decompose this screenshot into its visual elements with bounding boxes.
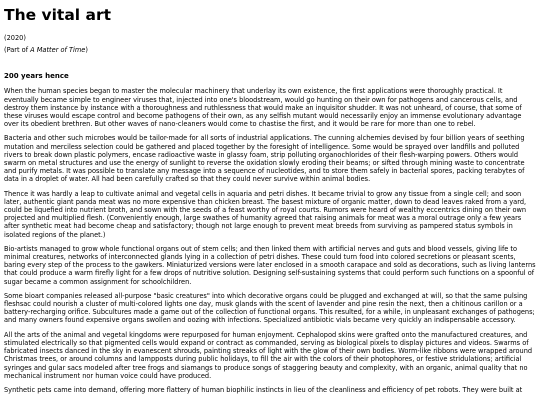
paragraph-2: Bacteria and other such microbes would be tailor-made for all sorts of industrial applications. The cunning alchemies devised by four billion years of seething mutation and merciless selection could be gathered and placed together by the foresight of intelligence. Some would be sprayed over landfills and polluted rivers to break down plastic polymers, encase radioactive waste in glassy foam, strip polluting organochlorides of their flesh-warping powers. Others would swarm on metal structures and use the energy of sunlight to reverse the oxidation slowly eroding their beams; or sifted through mining waste to concentrate and purify metals. It was possible to translate any message into a sequence of nucleotides, and to store them safely in bacterial spores, packing terabytes of data in a droplet of water. All had been carefully crafted so that they could never survive within animal bodies. <box>4 134 525 184</box>
paragraph-5: Some bioart companies released all-purpose "basic creatures" into which decorative organs could be plugged and exchanged at will, so that the same pulsing fleshsac could nourish a cluster of multi-colored lights one day, musk glands with the scent of lavender and pine resin the next, then a chitinous carillon or a battery-recharging orifice. Subcultures made a game out of the collection of functional organs. This resulted, for a while, in unpleasant exchanges of pathogens; and many owners found expensive organs swollen and oozing with infections. Specialized antibiotic vials became very quickly an indispensable accessory. <box>4 291 535 325</box>
page-title: The vital art <box>4 6 112 24</box>
paragraph-1: When the human species began to master the molecular machinery that underlay its own existence, the first applications were thoroughly practical. It eventually became simple to engineer viruses that, injected into one's bloodstream, would go hunting on their own for pathogens and cancerous cells, and destroy them instance by instance with a thoroughness and ruthlessness that would make an inquisitor shudder. It was not unheard, of course, that some of these viruses would escape control and become pathogens of their own, as any selfish mutant would necessarily enjoy an immense evolutionary advantage over its obedient brethren. But other waves of nano-cleaners would come to chastise the first, and it would be rare for more than one to rebel. <box>4 87 522 129</box>
section-heading: 200 years hence <box>4 72 69 81</box>
document-page <box>0 6 540 394</box>
paragraph-4: Bio-artists managed to grow whole functional organs out of stem cells; and then linked them with artificial nerves and guts and blood vessels, giving life to minimal creatures, networks of interconnected glands lying in a collection of petri dishes. These could turn food into colored secretions or pleasant scents, baring every step of the process to the gawkers. Miniaturized versions were later enclosed in a smooth carapace and sold as decorations, such as living lanterns that could produce a warm firefly light for a few drops of nutritive solution. Designing self-sustaining systems that could perform such functions on a spoonful of sugar became a common assignment for schoolchildren. <box>4 244 536 286</box>
series-link: A Matter of Time <box>30 46 86 55</box>
paragraph-6: All the arts of the animal and vegetal kingdoms were repurposed for human enjoyment. Cephalopod skins were grafted onto the manufactured creatures, and stimulated electrically so that pigmented cells would expand or contract as commanded, serving as biological pixels to display pictures and videos. Swarms of fabricated insects danced in the sky in evanescent shrouds, painting streaks of light with the glow of their own bodies. Worm-like ribbons were wrapped around Christmas trees, or around columns and lampposts during public holidays, to fill the air with the colors of their photophores, or festive stridulations; artificial syringes and gular sacs modeled after tree frogs and siamangs to produce songs of staggering beauty and complexity, with an organic, animal quality that no mechanical instrument nor human voice could have produced. <box>4 330 533 380</box>
series-note-suffix: ) <box>85 46 88 55</box>
publication-year: (2020) <box>4 34 26 42</box>
paragraph-3: Thence it was hardly a leap to cultivate animal and vegetal cells in aquaria and petri dishes. It became trivial to grow any tissue from a single cell; and soon later, authentic giant panda meat was no more expensive than chicken breast. The basest mixture of organic matter, down to dead leaves raked from a yard, could be liquefied into nutrient broth, and sown with the seeds of a feast worthy of royal courts. Rumors were heard of wealthy eccentrics dining on their own projected and multiplied flesh. (Conveniently enough, large swathes of humanity agreed that raising animals for meat was a moral outrage only a few years after synthetic meat had become cheap and satisfactory; though not large enough to prevent meat breeds from surviving as pampered status symbols in isolated regions of the planet.) <box>4 189 527 239</box>
series-note-prefix: (Part of <box>4 46 31 55</box>
series-note <box>4 46 536 54</box>
paragraph-7: Synthetic pets came into demand, offering more flattery of human biophilic instincts in lieu of the cleanliness and efficiency of pet robots. They were built at <box>4 385 523 394</box>
